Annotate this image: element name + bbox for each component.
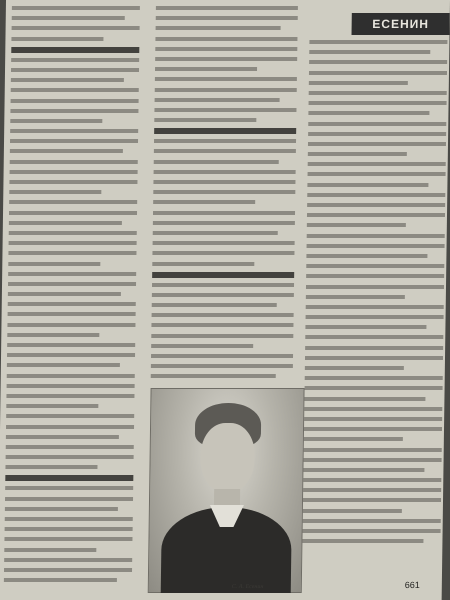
text-line bbox=[7, 363, 120, 367]
text-line bbox=[307, 244, 445, 248]
text-line bbox=[8, 262, 100, 266]
text-line bbox=[6, 455, 134, 459]
text-line bbox=[304, 458, 442, 462]
text-line bbox=[153, 211, 295, 215]
text-line bbox=[8, 272, 136, 276]
text-line bbox=[155, 37, 297, 41]
text-line bbox=[4, 578, 117, 582]
text-line bbox=[9, 221, 122, 225]
text-line bbox=[304, 417, 442, 421]
text-line bbox=[308, 152, 407, 156]
text-line bbox=[9, 241, 137, 245]
text-line bbox=[154, 170, 296, 174]
text-line bbox=[12, 6, 140, 10]
text-line bbox=[5, 465, 97, 469]
text-line bbox=[309, 60, 447, 64]
text-column-middle bbox=[151, 6, 298, 392]
text-line bbox=[6, 435, 119, 439]
running-header-word: ЕСЕНИН bbox=[372, 17, 430, 31]
text-line bbox=[11, 78, 124, 82]
text-line bbox=[302, 539, 423, 543]
text-line bbox=[309, 71, 447, 75]
text-line bbox=[8, 251, 136, 255]
text-line bbox=[309, 50, 430, 54]
text-line bbox=[305, 366, 404, 370]
page-number: 661 bbox=[404, 580, 420, 590]
text-line bbox=[6, 425, 134, 429]
text-line bbox=[151, 364, 293, 368]
text-line bbox=[8, 292, 121, 296]
text-line bbox=[10, 149, 123, 153]
text-line bbox=[153, 200, 255, 204]
text-line bbox=[151, 354, 293, 358]
text-line bbox=[309, 91, 447, 95]
text-line bbox=[306, 254, 427, 258]
text-line bbox=[11, 99, 139, 103]
text-line bbox=[11, 37, 103, 41]
text-line bbox=[303, 519, 441, 523]
text-line bbox=[8, 302, 136, 306]
text-line bbox=[303, 529, 441, 533]
text-line bbox=[4, 548, 96, 552]
text-line bbox=[152, 283, 294, 287]
text-line bbox=[152, 251, 294, 255]
entry-heading-line bbox=[5, 475, 133, 481]
text-line bbox=[155, 77, 297, 81]
text-line bbox=[4, 558, 132, 562]
text-line bbox=[307, 183, 428, 187]
text-line bbox=[11, 88, 139, 92]
text-line bbox=[155, 98, 280, 102]
text-line bbox=[10, 170, 138, 174]
text-line bbox=[12, 16, 125, 20]
text-line bbox=[154, 139, 296, 143]
text-line bbox=[156, 26, 281, 30]
text-line bbox=[8, 282, 136, 286]
text-line bbox=[156, 6, 298, 10]
text-line bbox=[9, 180, 137, 184]
text-line bbox=[7, 343, 135, 347]
text-line bbox=[6, 404, 98, 408]
text-line bbox=[308, 111, 429, 115]
text-line bbox=[11, 68, 139, 72]
text-line bbox=[304, 397, 425, 401]
text-line bbox=[154, 160, 279, 164]
text-line bbox=[6, 394, 134, 398]
text-line bbox=[303, 468, 424, 472]
text-line bbox=[151, 344, 253, 348]
text-line bbox=[152, 293, 294, 297]
text-line bbox=[152, 313, 294, 317]
text-line bbox=[7, 353, 135, 357]
text-line bbox=[155, 67, 257, 71]
text-line bbox=[9, 231, 137, 235]
text-line bbox=[306, 305, 444, 309]
text-line bbox=[155, 57, 297, 61]
text-line bbox=[4, 568, 132, 572]
text-line bbox=[5, 527, 133, 531]
text-line bbox=[307, 213, 445, 217]
text-line bbox=[4, 537, 132, 541]
text-line bbox=[154, 108, 296, 112]
text-line bbox=[153, 221, 295, 225]
entry-heading-line bbox=[152, 272, 294, 278]
text-line bbox=[308, 162, 446, 166]
text-line bbox=[10, 139, 138, 143]
text-line bbox=[151, 334, 293, 338]
text-line bbox=[7, 384, 135, 388]
text-line bbox=[151, 323, 293, 327]
text-line bbox=[9, 211, 137, 215]
text-line bbox=[155, 88, 297, 92]
text-line bbox=[303, 488, 441, 492]
text-line bbox=[10, 119, 102, 123]
text-line bbox=[307, 234, 445, 238]
text-line bbox=[8, 312, 136, 316]
text-line bbox=[9, 190, 101, 194]
text-line bbox=[7, 374, 135, 378]
text-line bbox=[308, 172, 446, 176]
text-line bbox=[5, 507, 118, 511]
text-line bbox=[307, 193, 445, 197]
text-line bbox=[305, 386, 443, 390]
text-line bbox=[307, 203, 445, 207]
text-line bbox=[10, 129, 138, 133]
text-line bbox=[308, 142, 446, 146]
text-line bbox=[306, 274, 444, 278]
text-line bbox=[151, 374, 276, 378]
text-line bbox=[5, 486, 133, 490]
entry-heading-line bbox=[154, 128, 296, 134]
text-line bbox=[7, 333, 99, 337]
text-line bbox=[152, 303, 277, 307]
text-line bbox=[152, 262, 254, 266]
text-line bbox=[9, 200, 137, 204]
text-line bbox=[304, 448, 442, 452]
text-line bbox=[308, 122, 446, 126]
text-line bbox=[307, 223, 406, 227]
portrait-photo bbox=[148, 388, 305, 593]
text-line bbox=[153, 190, 295, 194]
text-line bbox=[6, 445, 134, 449]
text-line bbox=[6, 414, 134, 418]
text-line bbox=[305, 356, 443, 360]
text-line bbox=[154, 149, 296, 153]
text-line bbox=[305, 325, 426, 329]
text-line bbox=[153, 180, 295, 184]
text-line bbox=[306, 264, 444, 268]
text-line bbox=[306, 315, 444, 319]
text-line bbox=[7, 323, 135, 327]
text-line bbox=[303, 509, 402, 513]
text-column-left bbox=[4, 6, 140, 588]
text-line bbox=[309, 81, 408, 85]
photo-caption: С. А. Есенин bbox=[231, 584, 264, 590]
text-line bbox=[304, 437, 403, 441]
text-line bbox=[155, 47, 297, 51]
text-line bbox=[309, 40, 447, 44]
text-line bbox=[5, 497, 133, 501]
text-line bbox=[306, 285, 444, 289]
text-line bbox=[11, 58, 139, 62]
text-line bbox=[303, 498, 441, 502]
text-column-right bbox=[302, 40, 447, 566]
text-line bbox=[156, 16, 298, 20]
text-line bbox=[12, 26, 140, 30]
entry-heading-line bbox=[11, 47, 139, 53]
text-line bbox=[10, 160, 138, 164]
text-line bbox=[306, 295, 405, 299]
text-line bbox=[304, 427, 442, 431]
text-line bbox=[5, 517, 133, 521]
text-line bbox=[309, 101, 447, 105]
text-line bbox=[308, 132, 446, 136]
text-line bbox=[304, 407, 442, 411]
text-line bbox=[10, 109, 138, 113]
running-header bbox=[352, 13, 450, 35]
text-line bbox=[305, 376, 443, 380]
text-line bbox=[153, 231, 278, 235]
text-line bbox=[305, 346, 443, 350]
text-line bbox=[303, 478, 441, 482]
text-line bbox=[154, 118, 256, 122]
text-line bbox=[305, 335, 443, 339]
text-line bbox=[153, 241, 295, 245]
photo-face bbox=[200, 423, 255, 493]
